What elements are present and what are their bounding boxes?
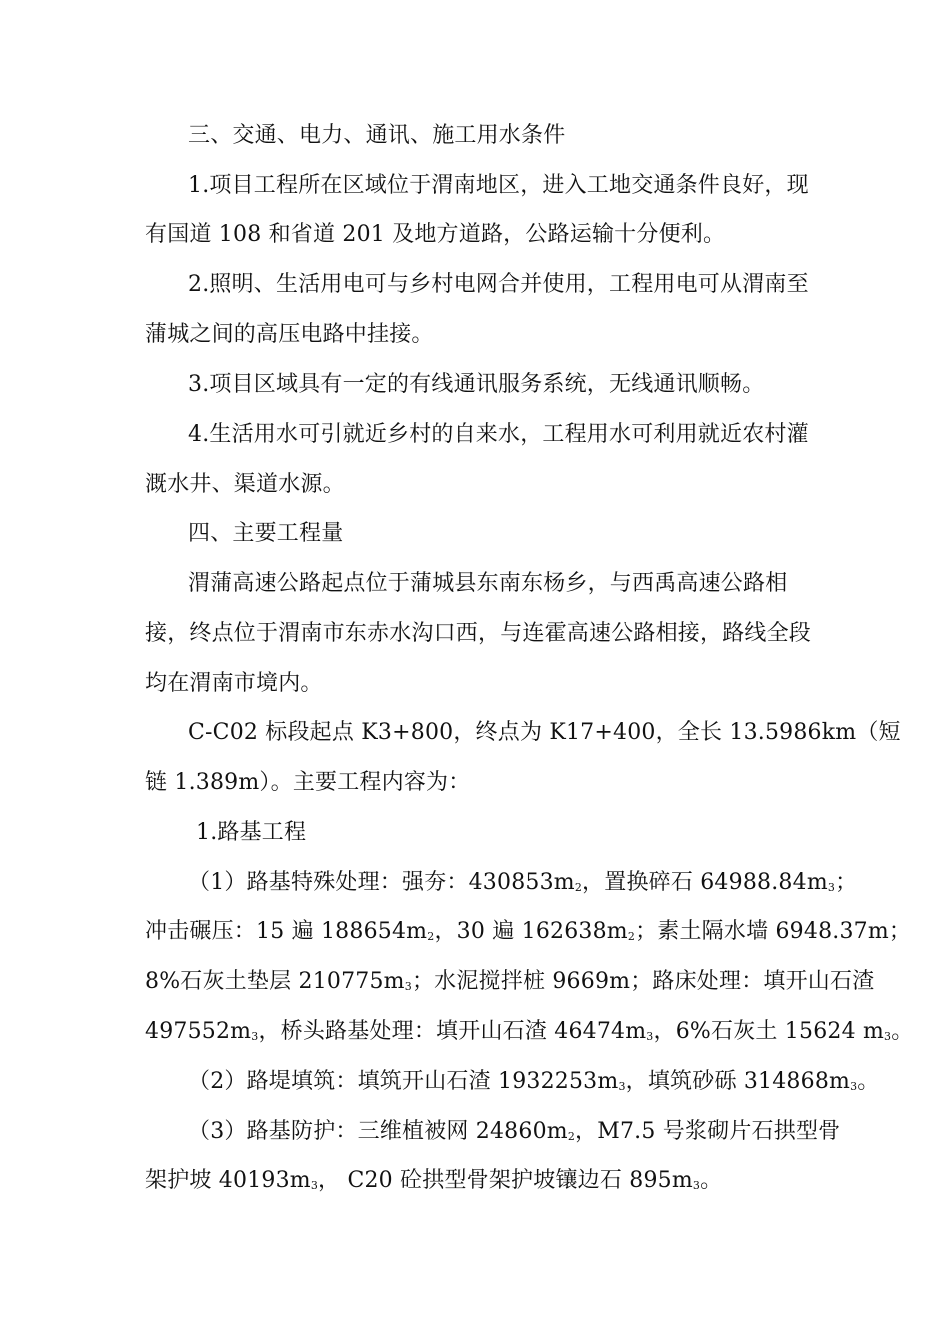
paragraph-line: 链 1.389m）。主要工程内容为： (145, 770, 471, 795)
rich-line: 冲击碾压：15 遍 $188654m_2$，30 遍 $162638m_2$；素土隔水墙 6948.37m； (145, 919, 912, 944)
rich-line: 8%石灰土垫层 $210775m_3$；水泥搅拌桩 9669m；路床处理：填开山石渣 (145, 969, 875, 994)
paragraph-line: 渭蒲高速公路起点位于蒲城县东南东杨乡，与西禹高速公路相 (188, 571, 788, 596)
rich-line: 架护坡 $40193m_3$， C20 砼拱型骨架护坡镶边石 $895m_3$。 (145, 1168, 723, 1193)
paragraph-line: C-C02 标段起点 K3+800，终点为 K17+400，全长 13.5986km（短 (188, 720, 901, 745)
section-heading-3: 三、交通、电力、通讯、施工用水条件 (188, 123, 566, 148)
rich-line: （1）路基特殊处理：强夯：$430853m_2$，置换碎石 $64988.84m_3$； (188, 870, 858, 895)
paragraph-line: 1.项目工程所在区域位于渭南地区，进入工地交通条件良好，现 (188, 173, 809, 198)
paragraph-line: 接，终点位于渭南市东赤水沟口西，与连霍高速公路相接，路线全段 (145, 621, 812, 646)
paragraph-line: 有国道 108 和省道 201 及地方道路，公路运输十分便利。 (145, 222, 726, 247)
paragraph-line: 溉水井、渠道水源。 (145, 472, 345, 497)
section-heading-4: 四、主要工程量 (188, 521, 344, 546)
paragraph-line: 3.项目区域具有一定的有线通讯服务系统，无线通讯顺畅。 (188, 372, 765, 397)
paragraph-line: 2.照明、生活用电可与乡村电网合并使用，工程用电可从渭南至 (188, 272, 809, 297)
paragraph-line: 均在渭南市境内。 (145, 671, 323, 696)
rich-line: （3）路基防护：三维植被网 $24860m_2$，M7.5 号浆砌片石拱型骨 (188, 1119, 841, 1144)
rich-line: $497552m_3$，桥头路基处理：填开山石渣 $46474m_3$，6%石灰土 15624 $m_3$。 (145, 1019, 914, 1044)
subsection-heading: 1.路基工程 (196, 820, 307, 845)
paragraph-line: 蒲城之间的高压电路中挂接。 (145, 322, 434, 347)
rich-line: （2）路堤填筑：填筑开山石渣 $1932253m_3$，填筑砂砾 $314868m_3$。 (188, 1069, 880, 1094)
paragraph-line: 4.生活用水可引就近乡村的自来水，工程用水可利用就近农村灌 (188, 422, 809, 447)
